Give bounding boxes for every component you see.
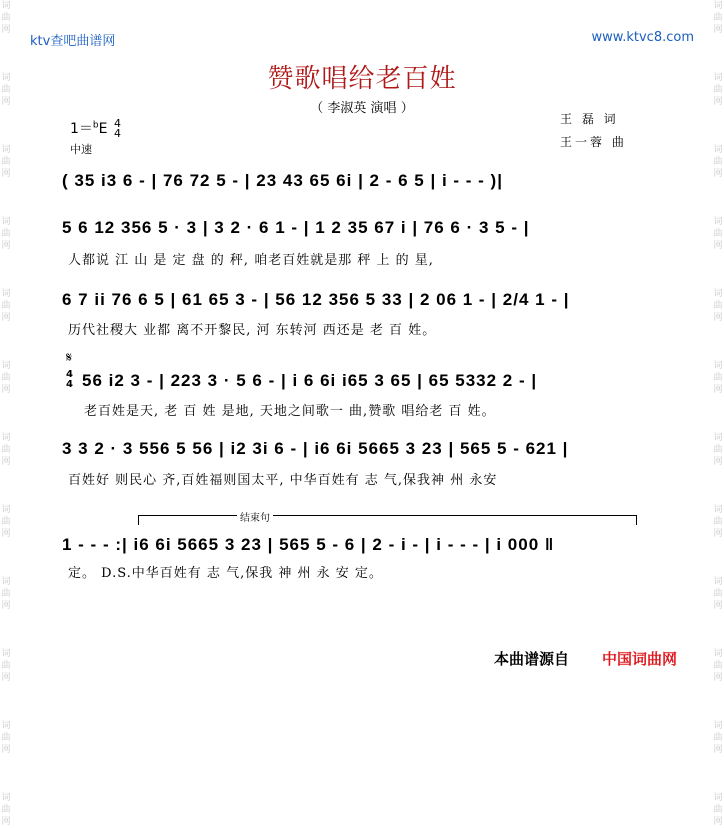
row4-time-signature	[66, 370, 73, 390]
meter-bottom: 4	[113, 127, 121, 140]
source-site-link[interactable]: 中国词曲网	[602, 650, 678, 668]
composer-credit: 王一蓉 曲	[560, 135, 627, 149]
ending-bracket-left	[138, 515, 139, 525]
key-signature	[70, 118, 121, 139]
watermark-right: 词曲网 词曲网 词曲网 词曲网 词曲网 词曲网 词曲网 词曲网 词曲网 词曲网 词曲网 词曲网	[713, 1, 723, 827]
score-row-5: 3 3 2 · 3 556 5 56 | i2 3i 6 - | i6 6i 5665 3 23 | 565 5 - 621 |	[62, 439, 569, 458]
lyrics-row-5: 百姓好 则民心 齐,百姓福则国太平, 中华百姓有 志 气,保我神 州 永安	[68, 473, 498, 488]
score-row-1: ( 35 i3 6 - | 76 72 5 - | 23 43 65 6i | 2 - 6 5 | i - - - )|	[62, 171, 503, 190]
tempo-marking: 中速	[70, 143, 92, 156]
source-label: 本曲谱源自	[494, 650, 570, 668]
time-signature	[114, 119, 121, 139]
key-note: E	[98, 121, 108, 137]
row4-meter-bottom: 4	[66, 379, 73, 390]
key-label: 1＝	[70, 121, 93, 137]
score-row-3: 6 7 ii 76 6 5 | 61 65 3 - | 56 12 356 5 33 | 2 06 1 - | 2/4 1 - |	[62, 290, 570, 309]
segno-sign: 𝄋	[66, 350, 73, 366]
ending-label: 结束句	[237, 509, 273, 524]
meter-top: 4	[113, 117, 121, 130]
site-link-left[interactable]: ktv查吧曲谱网	[30, 34, 116, 49]
lyrics-row-3: 历代社稷大 业都 离不开黎民, 河 东转河 西还是 老 百 姓。	[68, 323, 437, 338]
row4-meter-top: 4	[66, 369, 73, 380]
flat-sign: b	[92, 120, 99, 131]
score-row-2: 5 6 12 356 5 · 3 | 3 2 · 6 1 - | 1 2 35 67 i | 76 6 · 3 5 - |	[62, 218, 530, 237]
score-row-6: 1 - - - :| i6 6i 5665 3 23 | 565 5 - 6 | 2 - i - | i - - - | i 000 ‖	[62, 535, 555, 554]
site-link-right[interactable]: www.ktvc8.com	[591, 30, 694, 45]
song-title: 赞歌唱给老百姓	[267, 64, 457, 94]
lyrics-row-2: 人都说 江 山 是 定 盘 的 秤, 咱老百姓就是那 秤 上 的 星,	[68, 253, 434, 268]
ending-bracket-line	[138, 515, 636, 516]
song-performer: （ 李淑英 演唱 ）	[310, 101, 414, 116]
lyricist-credit: 王 磊 词	[560, 112, 619, 126]
score-row-4: 56 i2 3 - | 223 3 · 5 6 - | i 6 6i i65 3 65 | 65 5332 2 - |	[82, 371, 538, 390]
lyrics-row-4: 老百姓是天, 老 百 姓 是地, 天地之间歌一 曲,赞歌 唱给老 百 姓。	[84, 404, 496, 419]
lyrics-row-6: 定。 D.S.中华百姓有 志 气,保我 神 州 永 安 定。	[68, 566, 383, 581]
watermark-left: 词曲网 词曲网 词曲网 词曲网 词曲网 词曲网 词曲网 词曲网 词曲网 词曲网 词曲网 词曲网	[1, 1, 11, 827]
ending-bracket-right	[636, 515, 637, 525]
